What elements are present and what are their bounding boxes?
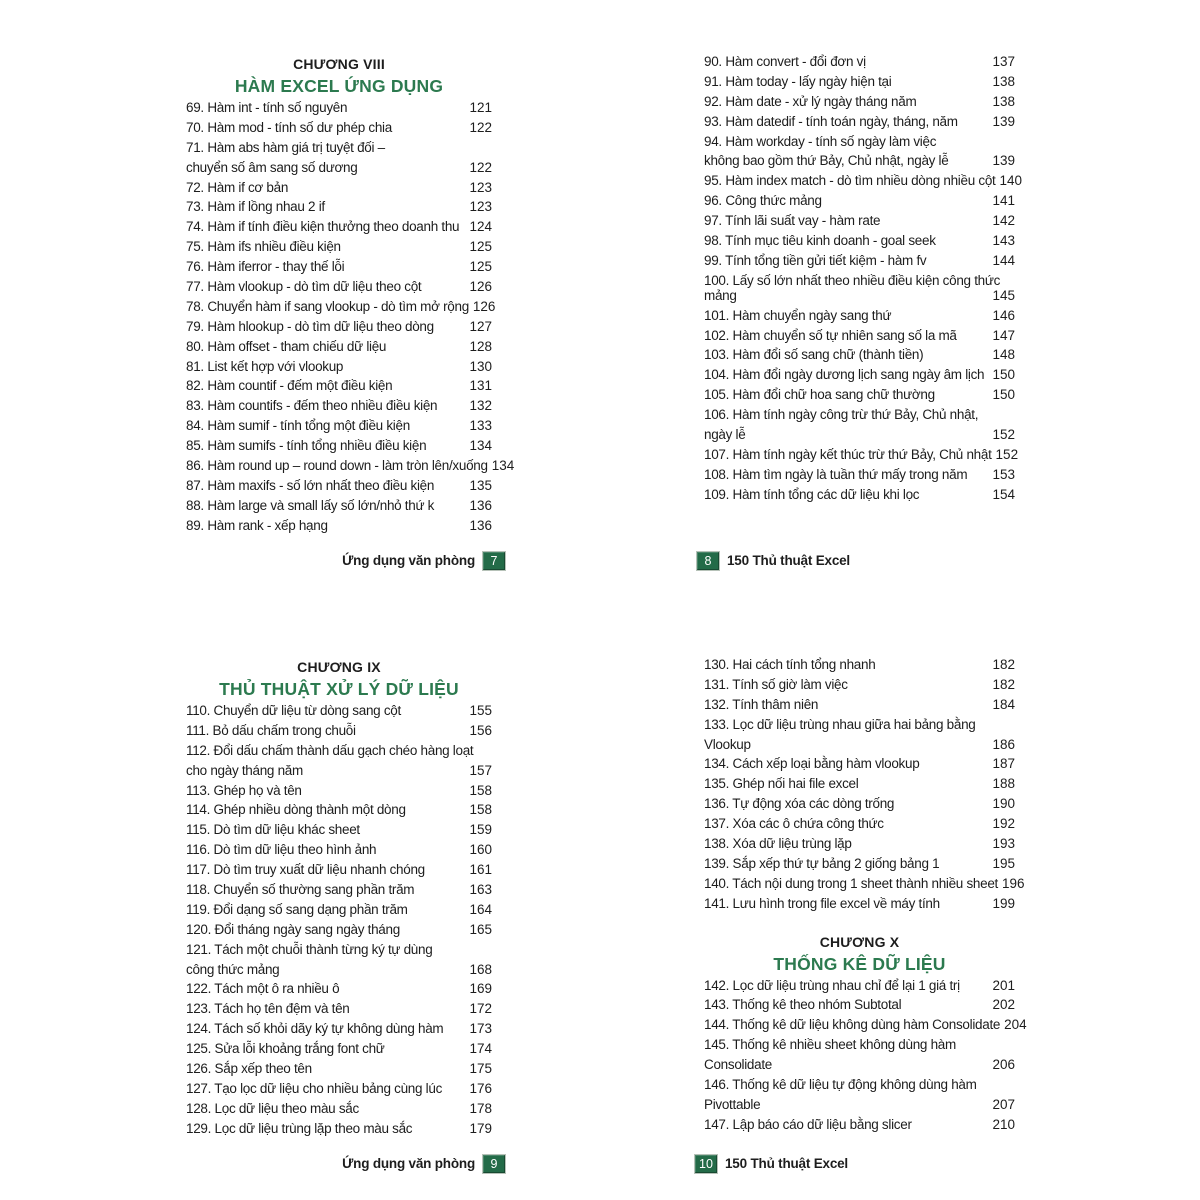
toc-entry — [704, 446, 1019, 467]
toc-entry — [186, 981, 492, 1001]
toc-entry-page: 195 — [992, 855, 1015, 871]
toc-entry-text: 75. Hàm ifs nhiều điều kiện — [186, 239, 341, 255]
toc-entry-page: 192 — [992, 816, 1015, 832]
toc-entry-page: 123 — [469, 199, 492, 215]
toc-entry-text: 97. Tính lãi suất vay - hàm rate — [704, 213, 881, 229]
toc-column-top-right — [704, 54, 1023, 507]
toc-entry — [186, 219, 492, 239]
toc-entry — [186, 298, 496, 319]
toc-entry — [186, 458, 515, 478]
toc-entry-page: 133 — [469, 418, 492, 434]
footer-top-right — [696, 550, 850, 571]
toc-entry — [704, 737, 1015, 757]
toc-entry — [704, 717, 1015, 737]
toc-entry — [704, 836, 1015, 856]
page-number-badge: 7 — [482, 551, 506, 571]
toc-entry-text: 78. Chuyển hàm if sang vlookup - dò tìm mở rộng — [186, 298, 469, 314]
toc-entry-page: 121 — [469, 100, 492, 115]
toc-entry — [186, 1001, 492, 1021]
toc-entry — [186, 239, 492, 259]
toc-entry-text: 71. Hàm abs hàm giá trị tuyệt đối – — [186, 139, 385, 155]
toc-entry-text: 72. Hàm if cơ bản — [186, 179, 289, 195]
toc-entry — [186, 359, 492, 379]
toc-entry-text: cho ngày tháng năm — [186, 762, 303, 778]
toc-entry — [704, 467, 1015, 487]
toc-entry — [186, 120, 492, 140]
toc-entry — [704, 233, 1015, 253]
toc-entry — [704, 677, 1015, 697]
toc-entry-text: 77. Hàm vlookup - dò tìm dữ liệu theo cột — [186, 279, 422, 295]
toc-entry-page: 152 — [995, 446, 1019, 462]
toc-entry-text: 139. Sắp xếp thứ tự bảng 2 giống bảng 1 — [704, 855, 940, 871]
toc-entry-page: 186 — [992, 736, 1015, 752]
toc-entry-text: 105. Hàm đổi chữ hoa sang chữ thường — [704, 387, 935, 403]
toc-entry-text: 84. Hàm sumif - tính tổng một điều kiện — [186, 418, 410, 434]
toc-entry-page: 143 — [992, 233, 1015, 249]
toc-entry-text: chuyển số âm sang số dương — [186, 159, 358, 175]
footer-label: Ứng dụng văn phòng — [342, 553, 475, 568]
toc-entry-page: 134 — [469, 438, 492, 454]
chapter-heading — [704, 932, 1015, 976]
toc-entry — [704, 875, 1025, 896]
toc-entry-page: 196 — [1002, 875, 1025, 891]
toc-entry-text: 93. Hàm datedif - tính toán ngày, tháng, năm — [704, 113, 958, 129]
toc-entry-page: 123 — [469, 179, 492, 195]
toc-entry-text: 142. Lọc dữ liệu trùng nhau chỉ để lại 1 giá trị — [704, 977, 960, 993]
toc-entry-page: 172 — [469, 1001, 492, 1017]
toc-entry — [704, 427, 1015, 447]
toc-column-bottom-left — [186, 657, 492, 1141]
footer-label: 150 Thủ thuật Excel — [727, 553, 850, 568]
toc-entry — [704, 978, 1015, 998]
toc-entry-page: 131 — [469, 378, 492, 394]
toc-entry-text: 70. Hàm mod - tính số dư phép chia — [186, 119, 392, 135]
toc-entry-text: 146. Thống kê dữ liệu tự động không dùng hàm — [704, 1077, 977, 1093]
toc-entry — [704, 1077, 1015, 1097]
toc-entry — [704, 273, 1015, 288]
toc-entry-page: 178 — [469, 1100, 492, 1116]
toc-entry — [704, 94, 1015, 114]
toc-entry — [704, 253, 1015, 273]
toc-entry-page: 153 — [992, 466, 1015, 482]
footer-top-left — [186, 550, 506, 571]
toc-entry — [186, 802, 492, 822]
toc-entry-page: 135 — [469, 477, 492, 493]
toc-entry-page: 207 — [992, 1096, 1015, 1112]
toc-entry-text: 124. Tách số khỏi dãy ký tự không dùng hàm — [186, 1021, 444, 1037]
toc-entry-text: 129. Lọc dữ liệu trùng lặp theo màu sắc — [186, 1120, 413, 1136]
toc-entry-text: Pivottable — [704, 1096, 761, 1112]
toc-entry-text: 138. Xóa dữ liệu trùng lặp — [704, 836, 852, 852]
toc-entry — [186, 498, 492, 518]
toc-entry-text: 130. Hai cách tính tổng nhanh — [704, 657, 876, 672]
toc-entry — [186, 962, 492, 982]
page-number-badge: 8 — [696, 551, 720, 571]
toc-entry-text: 104. Hàm đổi ngày dương lịch sang ngày âm lịch — [704, 367, 985, 383]
toc-entry-text: 99. Tính tổng tiền gửi tiết kiệm - hàm fv — [704, 252, 927, 268]
toc-entry — [704, 308, 1015, 328]
toc-entry-text: 76. Hàm iferror - thay thế lỗi — [186, 259, 345, 275]
toc-entry-page: 157 — [469, 762, 492, 778]
toc-entry-text: 88. Hàm large và small lấy số lớn/nhỏ thứ k — [186, 497, 435, 513]
toc-entry-text: 119. Đổi dạng số sang dạng phần trăm — [186, 901, 408, 917]
toc-entry-text: 86. Hàm round up – round down - làm tròn lên/xuống — [186, 458, 488, 474]
toc-entry-text: 120. Đổi tháng ngày sang ngày tháng — [186, 921, 400, 937]
toc-entry-text: 147. Lập báo cáo dữ liệu bằng slicer — [704, 1116, 912, 1132]
toc-entry-text: 141. Lưu hình trong file excel về máy tính — [704, 895, 940, 911]
toc-entry-text: 126. Sắp xếp theo tên — [186, 1061, 312, 1077]
toc-entry — [704, 193, 1015, 213]
toc-entry — [186, 319, 492, 339]
toc-entry-page: 144 — [992, 252, 1015, 268]
toc-entry-page: 206 — [992, 1057, 1015, 1073]
toc-entry-page: 154 — [992, 486, 1015, 502]
toc-entry-page: 158 — [469, 782, 492, 798]
toc-entry — [704, 856, 1015, 876]
chapter-title: HÀM EXCEL ỨNG DỤNG — [234, 76, 444, 96]
toc-entry — [186, 1101, 492, 1121]
toc-entry-page: 173 — [469, 1021, 492, 1037]
toc-entry-text: 94. Hàm workday - tính số ngày làm việc — [704, 133, 937, 149]
toc-entry — [704, 657, 1015, 677]
toc-entry — [704, 816, 1015, 836]
chapter-kicker: CHƯƠNG IX — [297, 659, 381, 675]
toc-entry — [704, 796, 1015, 816]
toc-entry — [704, 173, 1023, 193]
toc-column-top-left — [186, 54, 515, 538]
toc-entry-page: 193 — [992, 836, 1015, 852]
toc-entry-text: 82. Hàm countif - đếm một điều kiện — [186, 378, 393, 394]
toc-entry-text: 143. Thống kê theo nhóm Subtotal — [704, 997, 902, 1013]
toc-entry-text: 140. Tách nội dung trong 1 sheet thành nhiều sheet — [704, 875, 998, 891]
toc-entry — [186, 743, 492, 763]
toc-entry — [186, 378, 492, 398]
toc-entry-page: 150 — [992, 367, 1015, 383]
toc-entry-page: 148 — [992, 347, 1015, 363]
toc-entry-text: 132. Tính thâm niên — [704, 696, 819, 712]
toc-entry — [704, 997, 1015, 1017]
toc-entry-page: 159 — [469, 822, 492, 838]
toc-entry — [704, 487, 1015, 507]
toc-entry-page: 138 — [992, 93, 1015, 109]
chapter-kicker: CHƯƠNG X — [819, 933, 900, 950]
toc-entry-page: 136 — [469, 517, 492, 533]
toc-entry — [186, 1041, 492, 1061]
toc-entry — [186, 1061, 492, 1081]
toc-entry-text: 74. Hàm if tính điều kiện thưởng theo doanh thu — [186, 219, 460, 235]
toc-entry — [186, 822, 492, 842]
toc-entry — [704, 697, 1015, 717]
toc-entry-page: 182 — [992, 657, 1015, 672]
toc-entry-text: 133. Lọc dữ liệu trùng nhau giữa hai bảng bằng — [704, 716, 976, 732]
toc-entry-text: 121. Tách một chuỗi thành từng ký tự dùng — [186, 941, 433, 957]
toc-entry-page: 164 — [469, 901, 492, 917]
toc-entry-text: Consolidate — [704, 1057, 772, 1073]
toc-entry-page: 179 — [469, 1120, 492, 1136]
toc-column-bottom-right — [704, 657, 1027, 1137]
toc-entry-text: 108. Hàm tìm ngày là tuần thứ mấy trong năm — [704, 466, 968, 482]
chapter-title: THỐNG KÊ DỮ LIỆU — [773, 953, 946, 974]
toc-entry-page: 147 — [992, 327, 1015, 343]
toc-entry-page: 122 — [469, 119, 492, 135]
toc-entry — [704, 134, 1015, 154]
toc-entry-text: 101. Hàm chuyển ngày sang thứ — [704, 307, 892, 323]
footer-bottom-left — [186, 1153, 506, 1174]
toc-entry-text: Vlookup — [704, 736, 751, 752]
toc-entry — [704, 74, 1015, 94]
toc-entry-page: 139 — [992, 113, 1015, 129]
toc-entry-text: 83. Hàm countifs - đếm theo nhiều điều kiện — [186, 398, 438, 414]
toc-entry-page: 161 — [469, 862, 492, 878]
chapter-kicker: CHƯƠNG VIII — [293, 56, 385, 72]
toc-entry-page: 128 — [469, 338, 492, 354]
toc-entry-page: 163 — [469, 882, 492, 898]
toc-entry-page: 145 — [992, 287, 1015, 303]
footer-label: 150 Thủ thuật Excel — [725, 1156, 848, 1171]
toc-entry-page: 202 — [992, 997, 1015, 1013]
toc-entry-text: 73. Hàm if lồng nhau 2 if — [186, 199, 325, 215]
toc-entry-text: 110. Chuyển dữ liệu từ dòng sang cột — [186, 703, 401, 718]
toc-entry — [704, 367, 1015, 387]
toc-entry — [186, 259, 492, 279]
toc-entry-page: 175 — [469, 1061, 492, 1077]
toc-entry-text: 134. Cách xếp loại bằng hàm vlookup — [704, 756, 920, 772]
toc-entry — [704, 328, 1015, 348]
toc-entry-page: 199 — [992, 895, 1015, 911]
toc-entry-text: 91. Hàm today - lấy ngày hiện tại — [704, 73, 892, 89]
toc-entry-text: 98. Tính mục tiêu kinh doanh - goal seek — [704, 233, 936, 249]
toc-entry — [704, 756, 1015, 776]
toc-entry-text: 137. Xóa các ô chứa công thức — [704, 816, 884, 832]
toc-entry-text: 114. Ghép nhiều dòng thành một dòng — [186, 802, 406, 818]
toc-entry-text: 127. Tạo lọc dữ liệu cho nhiều bảng cùng lúc — [186, 1080, 443, 1096]
toc-entry-page: 204 — [1004, 1017, 1027, 1033]
toc-entry-text: 100. Lấy số lớn nhất theo nhiều điều kiện công thức — [704, 272, 1001, 288]
toc-entry-page: 125 — [469, 239, 492, 255]
toc-entry — [186, 180, 492, 200]
toc-entry-text: 90. Hàm convert - đổi đơn vị — [704, 54, 866, 69]
toc-entry-page: 158 — [469, 802, 492, 818]
toc-entry — [186, 418, 492, 438]
footer-label: Ứng dụng văn phòng — [342, 1156, 475, 1171]
toc-entry — [186, 339, 492, 359]
toc-entry-text: 117. Dò tìm truy xuất dữ liệu nhanh chóng — [186, 862, 425, 878]
toc-entry-text: 131. Tính số giờ làm việc — [704, 676, 848, 692]
toc-entry-page: 201 — [992, 977, 1015, 993]
toc-entry — [186, 862, 492, 882]
toc-entry-page: 124 — [469, 219, 492, 235]
chapter-title: THỦ THUẬT XỬ LÝ DỮ LIỆU — [219, 679, 459, 699]
toc-entry — [186, 1021, 492, 1041]
toc-entry-text: 135. Ghép nối hai file excel — [704, 776, 859, 792]
toc-entry — [704, 387, 1015, 407]
toc-entry-page: 187 — [992, 756, 1015, 772]
toc-entry-page: 140 — [999, 173, 1023, 189]
toc-entry — [704, 1037, 1015, 1057]
page-number-badge: 9 — [482, 1154, 506, 1174]
toc-entry-page: 139 — [992, 153, 1015, 169]
toc-entry-page: 152 — [992, 427, 1015, 443]
toc-entry — [186, 199, 492, 219]
toc-entry — [186, 902, 492, 922]
toc-entry-text: không bao gồm thứ Bảy, Chủ nhật, ngày lễ — [704, 153, 949, 169]
toc-entry — [186, 922, 492, 942]
toc-entry-page: 125 — [469, 259, 492, 275]
toc-entry-text: ngày lễ — [704, 427, 746, 443]
toc-entry-text: 111. Bỏ dấu chấm trong chuỗi — [186, 722, 356, 738]
toc-entry-page: 190 — [992, 796, 1015, 812]
toc-entry — [704, 896, 1015, 916]
toc-entry-text: 145. Thống kê nhiều sheet không dùng hàm — [704, 1037, 956, 1053]
toc-entry — [186, 100, 492, 120]
toc-entry — [704, 114, 1015, 134]
toc-entry-text: 116. Dò tìm dữ liệu theo hình ảnh — [186, 842, 377, 858]
toc-entry — [704, 213, 1015, 233]
toc-entry-text: 115. Dò tìm dữ liệu khác sheet — [186, 822, 360, 838]
toc-entry — [186, 723, 492, 743]
toc-entry — [186, 140, 492, 160]
toc-entry-text: 103. Hàm đổi số sang chữ (thành tiền) — [704, 347, 924, 363]
toc-entry — [186, 478, 492, 498]
chapter-heading — [186, 657, 492, 701]
toc-entry-page: 136 — [469, 497, 492, 513]
toc-entry-text: 112. Đổi dấu chấm thành dấu gạch chéo hàng loạt — [186, 742, 474, 758]
footer-bottom-right — [694, 1153, 848, 1174]
toc-entry-page: 130 — [469, 358, 492, 374]
toc-entry-page: 184 — [992, 696, 1015, 712]
toc-entry-page: 150 — [992, 387, 1015, 403]
toc-entry-text: 144. Thống kê dữ liệu không dùng hàm Consolidate — [704, 1017, 1001, 1033]
toc-entry — [186, 518, 492, 538]
toc-entry-text: 107. Hàm tính ngày kết thúc trừ thứ Bảy, Chủ nhật — [704, 446, 992, 462]
toc-entry-page: 188 — [992, 776, 1015, 792]
toc-entry-text: 80. Hàm offset - tham chiếu dữ liệu — [186, 338, 387, 354]
toc-entry-page: 155 — [469, 703, 492, 718]
toc-entry-page: 137 — [992, 54, 1015, 69]
toc-entry-text: 95. Hàm index match - dò tìm nhiều dòng nhiều cột — [704, 173, 996, 189]
toc-entry-page: 146 — [992, 307, 1015, 323]
toc-entry-text: 125. Sửa lỗi khoảng trắng font chữ — [186, 1041, 385, 1057]
toc-entry-text: 113. Ghép họ và tên — [186, 782, 302, 798]
toc-entry — [186, 703, 492, 723]
toc-entry — [186, 882, 492, 902]
toc-entry-text: 81. List kết hợp với vlookup — [186, 358, 344, 374]
toc-entry-page: 122 — [469, 159, 492, 175]
toc-entry-text: 122. Tách một ô ra nhiều ô — [186, 981, 340, 997]
toc-entry — [704, 347, 1015, 367]
toc-entry-text: 87. Hàm maxifs - số lớn nhất theo điều kiện — [186, 477, 435, 493]
toc-entry-page: 160 — [469, 842, 492, 858]
toc-entry — [186, 942, 492, 962]
toc-entry — [186, 842, 492, 862]
toc-entry — [704, 407, 1015, 427]
toc-entry-text: 96. Công thức mảng — [704, 193, 822, 209]
toc-entry-page: 127 — [469, 318, 492, 334]
toc-entry — [704, 776, 1015, 796]
toc-entry — [186, 1081, 492, 1101]
toc-entry — [186, 279, 492, 299]
toc-entry-text: mảng — [704, 287, 737, 303]
toc-entry — [704, 1117, 1015, 1137]
toc-entry — [704, 288, 1015, 308]
toc-entry-page: 132 — [469, 398, 492, 414]
page-number-badge: 10 — [694, 1154, 718, 1174]
toc-entry-page: 126 — [472, 298, 496, 314]
toc-entry — [186, 160, 492, 180]
toc-entry-page: 176 — [469, 1080, 492, 1096]
toc-entry-page: 138 — [992, 73, 1015, 89]
toc-entry-page: 168 — [469, 961, 492, 977]
toc-entry-page: 126 — [469, 279, 492, 295]
toc-entry — [186, 1121, 492, 1141]
toc-entry-text: 92. Hàm date - xử lý ngày tháng năm — [704, 93, 917, 109]
toc-entry — [704, 1057, 1015, 1077]
toc-entry-text: 128. Lọc dữ liệu theo màu sắc — [186, 1100, 359, 1116]
toc-entry — [704, 1097, 1015, 1117]
toc-entry-page: 169 — [469, 981, 492, 997]
toc-entry-text: 106. Hàm tính ngày công trừ thứ Bảy, Chủ nhật, — [704, 407, 979, 423]
toc-entry — [704, 1017, 1027, 1037]
toc-entry-page: 134 — [491, 458, 515, 474]
toc-entry-text: 123. Tách họ tên đệm và tên — [186, 1001, 350, 1017]
toc-entry-page: 165 — [469, 921, 492, 937]
toc-entry-text: 79. Hàm hlookup - dò tìm dữ liệu theo dòng — [186, 318, 434, 334]
toc-entry — [186, 783, 492, 803]
toc-entry — [186, 763, 492, 783]
toc-entry-text: 109. Hàm tính tổng các dữ liệu khi lọc — [704, 486, 920, 502]
toc-entry-text: 85. Hàm sumifs - tính tổng nhiều điều kiện — [186, 438, 427, 454]
toc-entry-text: 69. Hàm int - tính số nguyên — [186, 100, 348, 115]
toc-entry — [704, 54, 1015, 74]
toc-entry-page: 174 — [469, 1041, 492, 1057]
toc-entry-text: công thức mảng — [186, 961, 280, 977]
toc-entry-text: 136. Tự động xóa các dòng trống — [704, 796, 895, 812]
toc-entry-page: 142 — [992, 213, 1015, 229]
toc-entry — [186, 398, 492, 418]
toc-entry-page: 156 — [469, 722, 492, 738]
chapter-heading — [186, 54, 492, 98]
toc-entry-text: 118. Chuyển số thường sang phần trăm — [186, 882, 415, 898]
toc-entry-page: 210 — [992, 1116, 1015, 1132]
toc-entry-text: 89. Hàm rank - xếp hạng — [186, 517, 328, 533]
toc-entry — [704, 153, 1015, 173]
toc-entry-text: 102. Hàm chuyển số tự nhiên sang số la mã — [704, 327, 957, 343]
toc-entry — [186, 438, 492, 458]
toc-entry-page: 141 — [992, 193, 1015, 209]
toc-entry-page: 182 — [992, 676, 1015, 692]
